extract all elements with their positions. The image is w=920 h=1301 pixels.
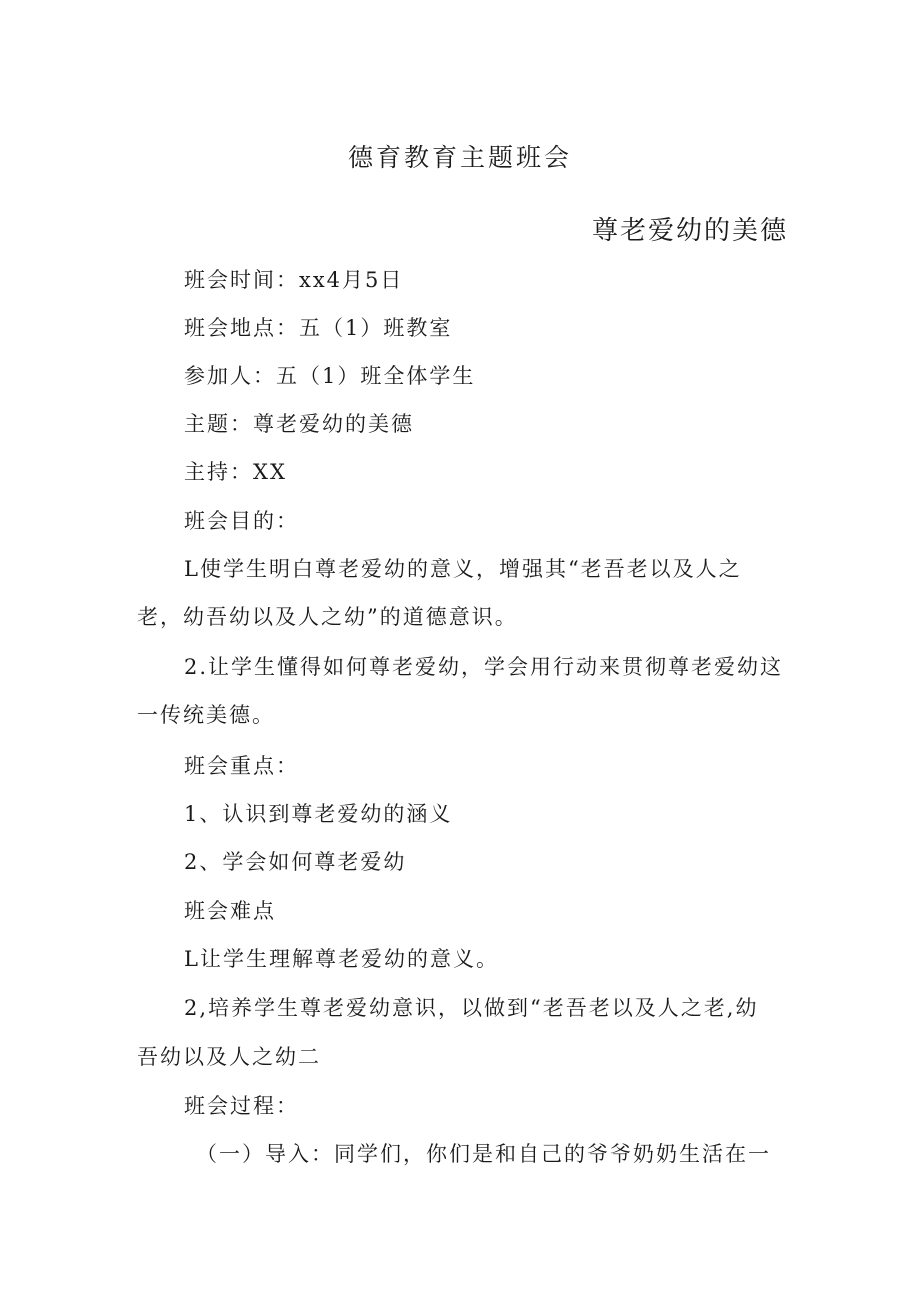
process-intro: （一）导入：同学们，你们是和自己的爷爷奶奶生活在一 [196,1142,771,1166]
meeting-location: 班会地点：五（1）班教室 [184,316,453,340]
difficulty-2-line-1: 2,培养学生尊老爱幼意识，以做到“老吾老以及人之老,幼 [184,996,759,1020]
document-title: 德育教育主题班会 [347,143,572,172]
host: 主持：XX [184,460,287,484]
process-heading: 班会过程： [184,1094,299,1118]
purpose-2-line-2: 一传统美德。 [137,703,275,727]
purpose-2-line-1: 2.让学生懂得如何尊老爱幼，学会用行动来贯彻尊老爱幼这 [184,655,784,679]
difficulty-1: L让学生理解尊老爱幼的意义。 [184,947,499,971]
difficulties-heading: 班会难点 [184,899,276,923]
purpose-1-line-1: L使学生明白尊老爱幼的意义，增强其“老吾老以及人之 [184,557,742,581]
purpose-1-line-2: 老，幼吾幼以及人之幼”的道德意识。 [137,605,518,629]
participants: 参加人：五（1）班全体学生 [184,364,476,388]
purpose-heading: 班会目的： [184,509,299,533]
document-subtitle: 尊老爱幼的美德 [591,216,788,246]
key-points-heading: 班会重点： [184,754,299,778]
key-point-2: 2、学会如何尊老爱幼 [184,850,407,874]
theme: 主题：尊老爱幼的美德 [184,412,414,436]
difficulty-2-line-2: 吾幼以及人之幼二 [137,1045,321,1069]
key-point-1: 1、认识到尊老爱幼的涵义 [184,802,453,826]
meeting-time: 班会时间：xx4月5日 [184,268,404,292]
